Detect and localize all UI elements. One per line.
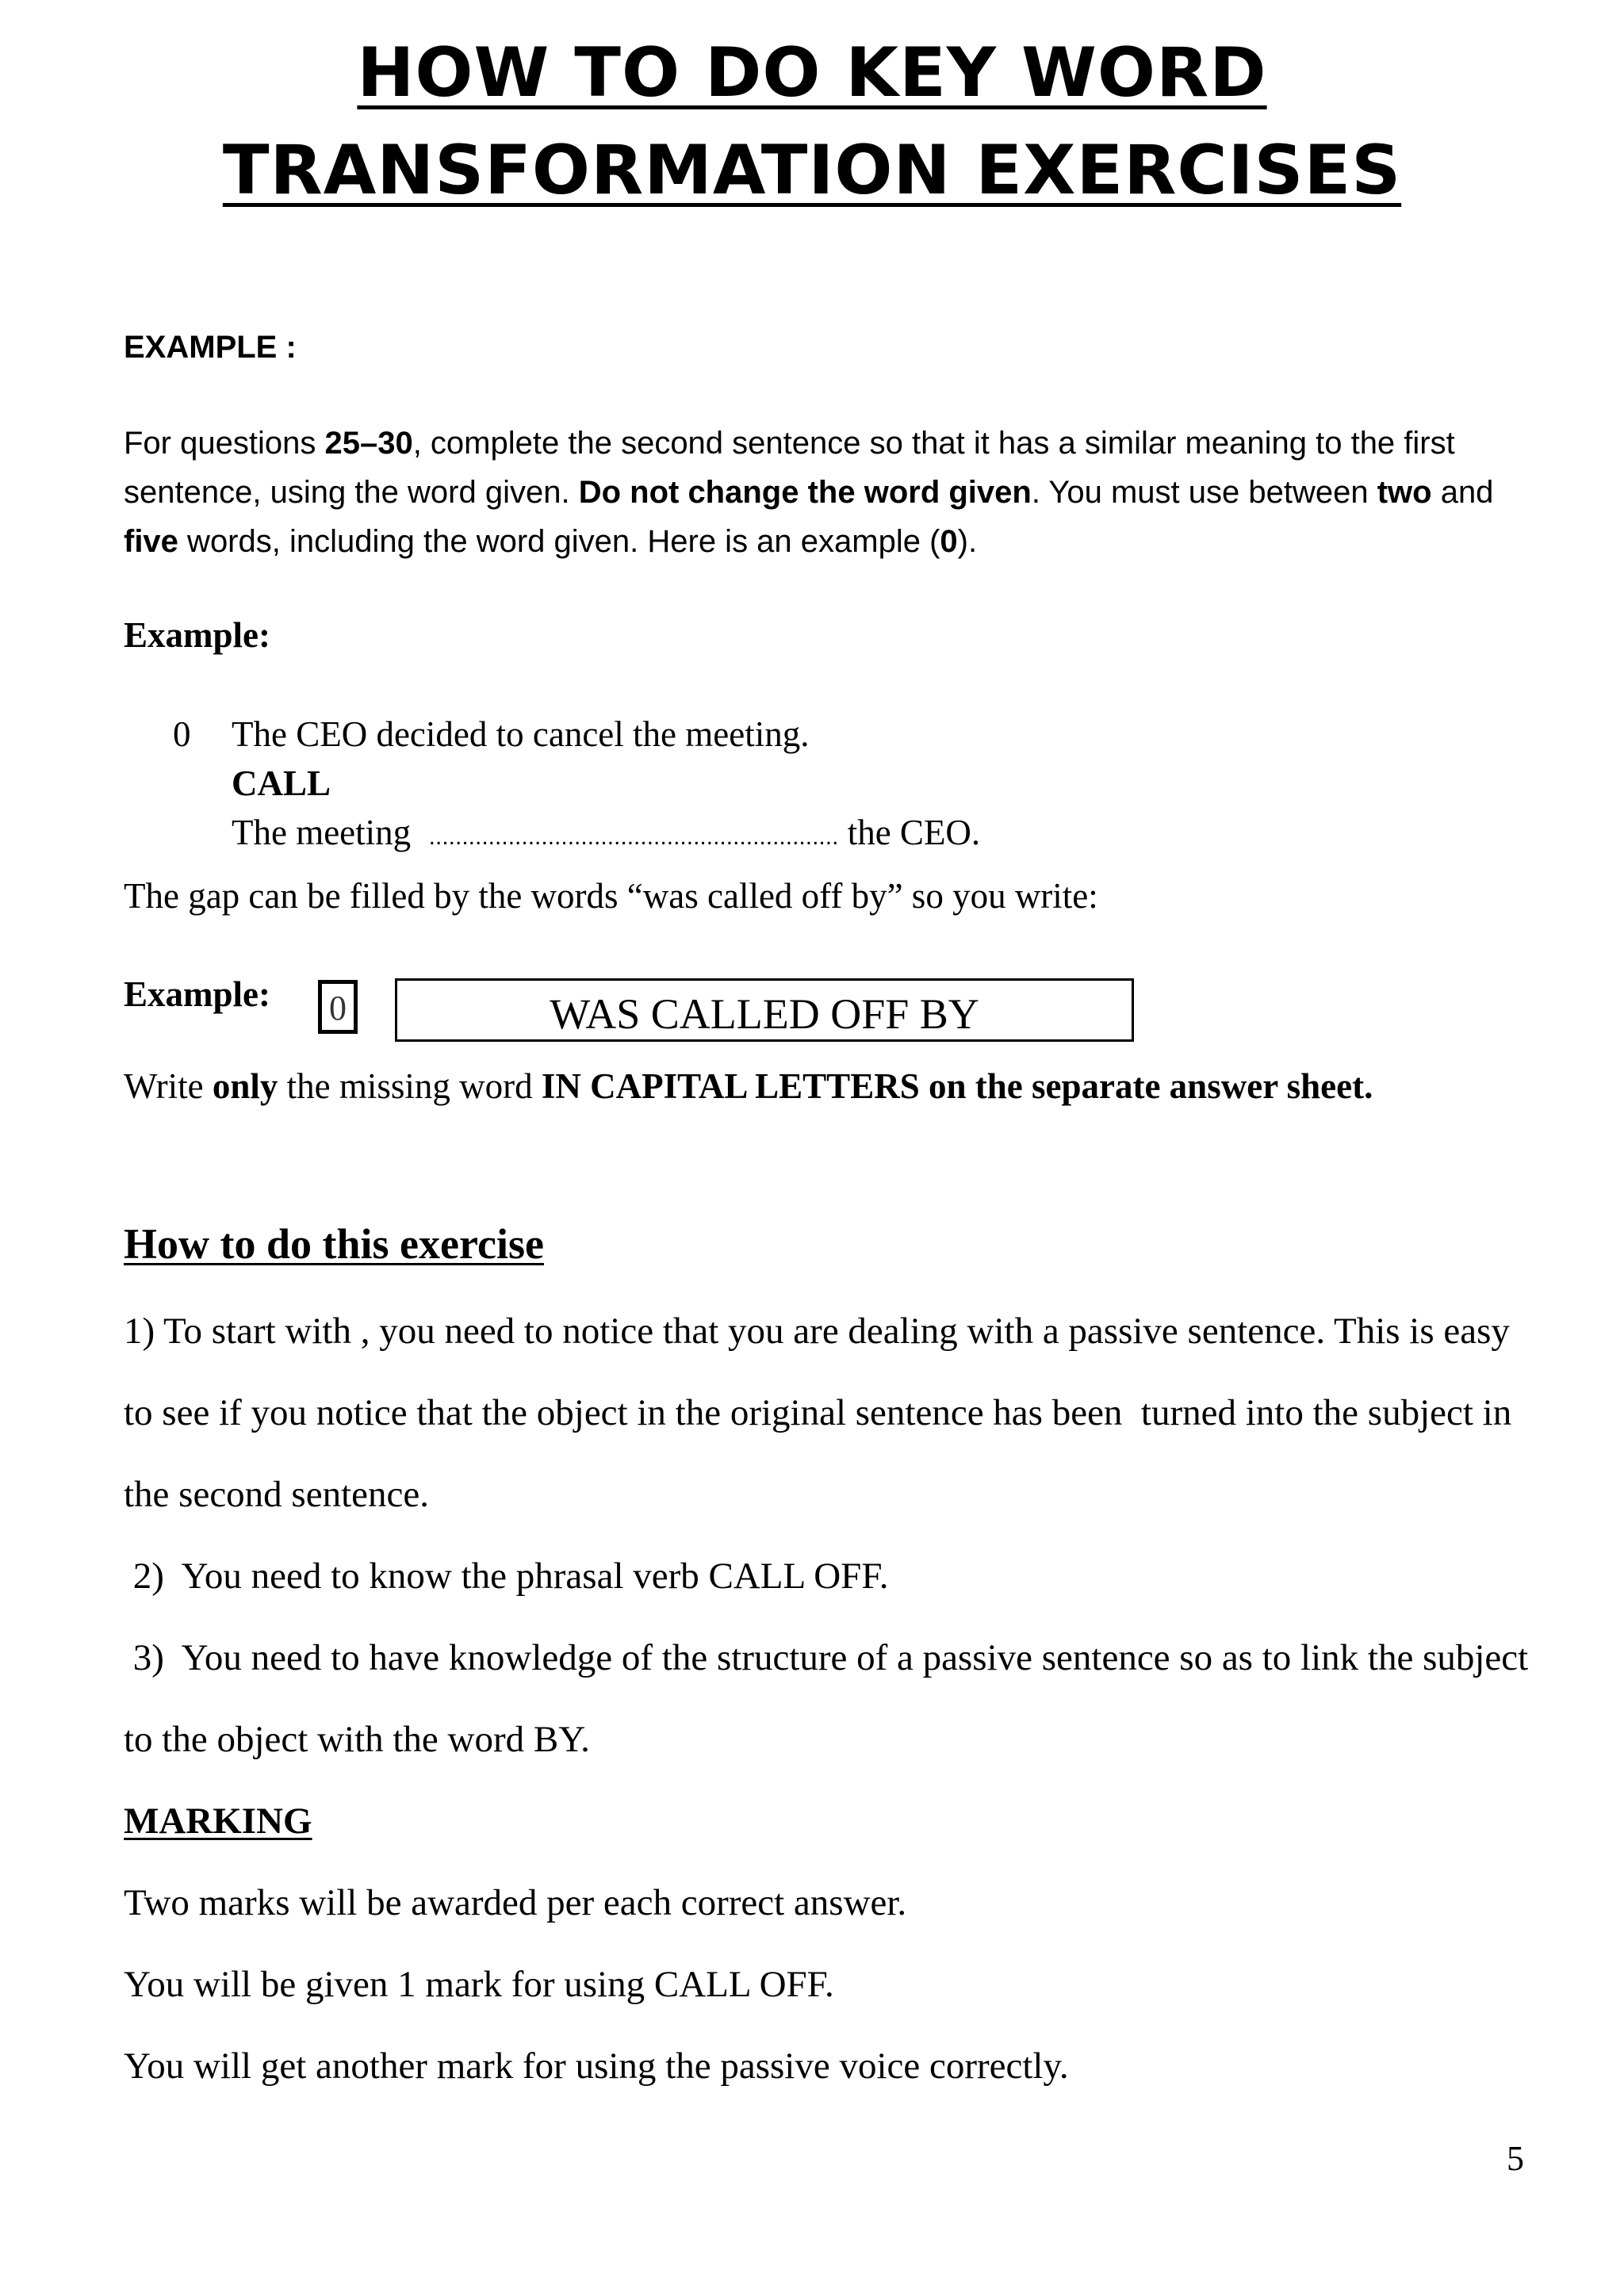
- instructions-bold: Do not change the word given: [578, 475, 1032, 510]
- instructions-bold: five: [124, 524, 178, 559]
- marking-line: You will get another mark for using the passive voice correctly.: [124, 2045, 1069, 2087]
- answer-example-label: Example:: [124, 974, 270, 1014]
- body-line: 1) To start with , you need to notice that you are dealing with a passive sentence. This is easy: [124, 1311, 1510, 1352]
- body-line: to the object with the word BY.: [124, 1719, 590, 1760]
- instructions-text: ).: [957, 524, 978, 559]
- body-line: 2) You need to know the phrasal verb CALL OFF.: [124, 1556, 889, 1597]
- example-heading: EXAMPLE :: [124, 330, 297, 365]
- instructions-text: and: [1431, 475, 1494, 510]
- how-to-heading: How to do this exercise: [124, 1220, 544, 1268]
- item-gap-sentence: [232, 812, 980, 853]
- gap-sentence-end: the CEO.: [838, 813, 981, 852]
- page-title-line-1: [0, 33, 1624, 113]
- item-number: 0: [173, 714, 191, 754]
- example-label: Example:: [124, 615, 270, 655]
- write-instruction-text: Write: [124, 1066, 213, 1106]
- body-line: to see if you notice that the object in the original sentence has been turned into the subject in: [124, 1392, 1512, 1433]
- answer-box: WAS CALLED OFF BY: [395, 978, 1134, 1042]
- page-title-text-1: HOW TO DO KEY WORD: [357, 33, 1267, 113]
- write-instruction-bold: only: [212, 1066, 278, 1106]
- instructions-text: , complete the second sentence so that it has a similar meaning to the first sentence, using the word given.: [124, 426, 1455, 510]
- item-sentence: The CEO decided to cancel the meeting.: [232, 714, 810, 754]
- write-instruction: [124, 1066, 1373, 1107]
- item-keyword: CALL: [232, 763, 331, 803]
- instructions-bold: 0: [940, 524, 958, 559]
- body-line: 3) You need to have knowledge of the structure of a passive sentence so as to link the subject: [124, 1637, 1529, 1678]
- marking-heading: MARKING: [124, 1800, 312, 1842]
- gap-explanation: The gap can be filled by the words “was called off by” so you write:: [124, 876, 1098, 916]
- answer-number-box: 0: [318, 980, 358, 1034]
- write-instruction-bold: IN CAPITAL LETTERS on the separate answer sheet.: [541, 1066, 1373, 1106]
- marking-line: Two marks will be awarded per each correct answer.: [124, 1882, 907, 1923]
- instructions-text: words, including the word given. Here is an example (: [178, 524, 940, 559]
- task-instructions: [124, 419, 1551, 566]
- body-line: the second sentence.: [124, 1474, 429, 1515]
- gap-dots: ..............................................................: [428, 824, 839, 850]
- page-title-line-2: [0, 131, 1624, 210]
- marking-line: You will be given 1 mark for using CALL OFF.: [124, 1964, 834, 2005]
- instructions-text: . You must use between: [1031, 475, 1377, 510]
- page-title-text-2: TRANSFORMATION EXERCISES: [222, 131, 1402, 210]
- instructions-bold: 25–30: [324, 426, 413, 461]
- page-number: 5: [1507, 2139, 1524, 2178]
- instructions-bold: two: [1377, 475, 1432, 510]
- gap-sentence-start: The meeting: [232, 813, 429, 852]
- instructions-text: For questions: [124, 426, 325, 461]
- write-instruction-text: the missing word: [278, 1066, 542, 1106]
